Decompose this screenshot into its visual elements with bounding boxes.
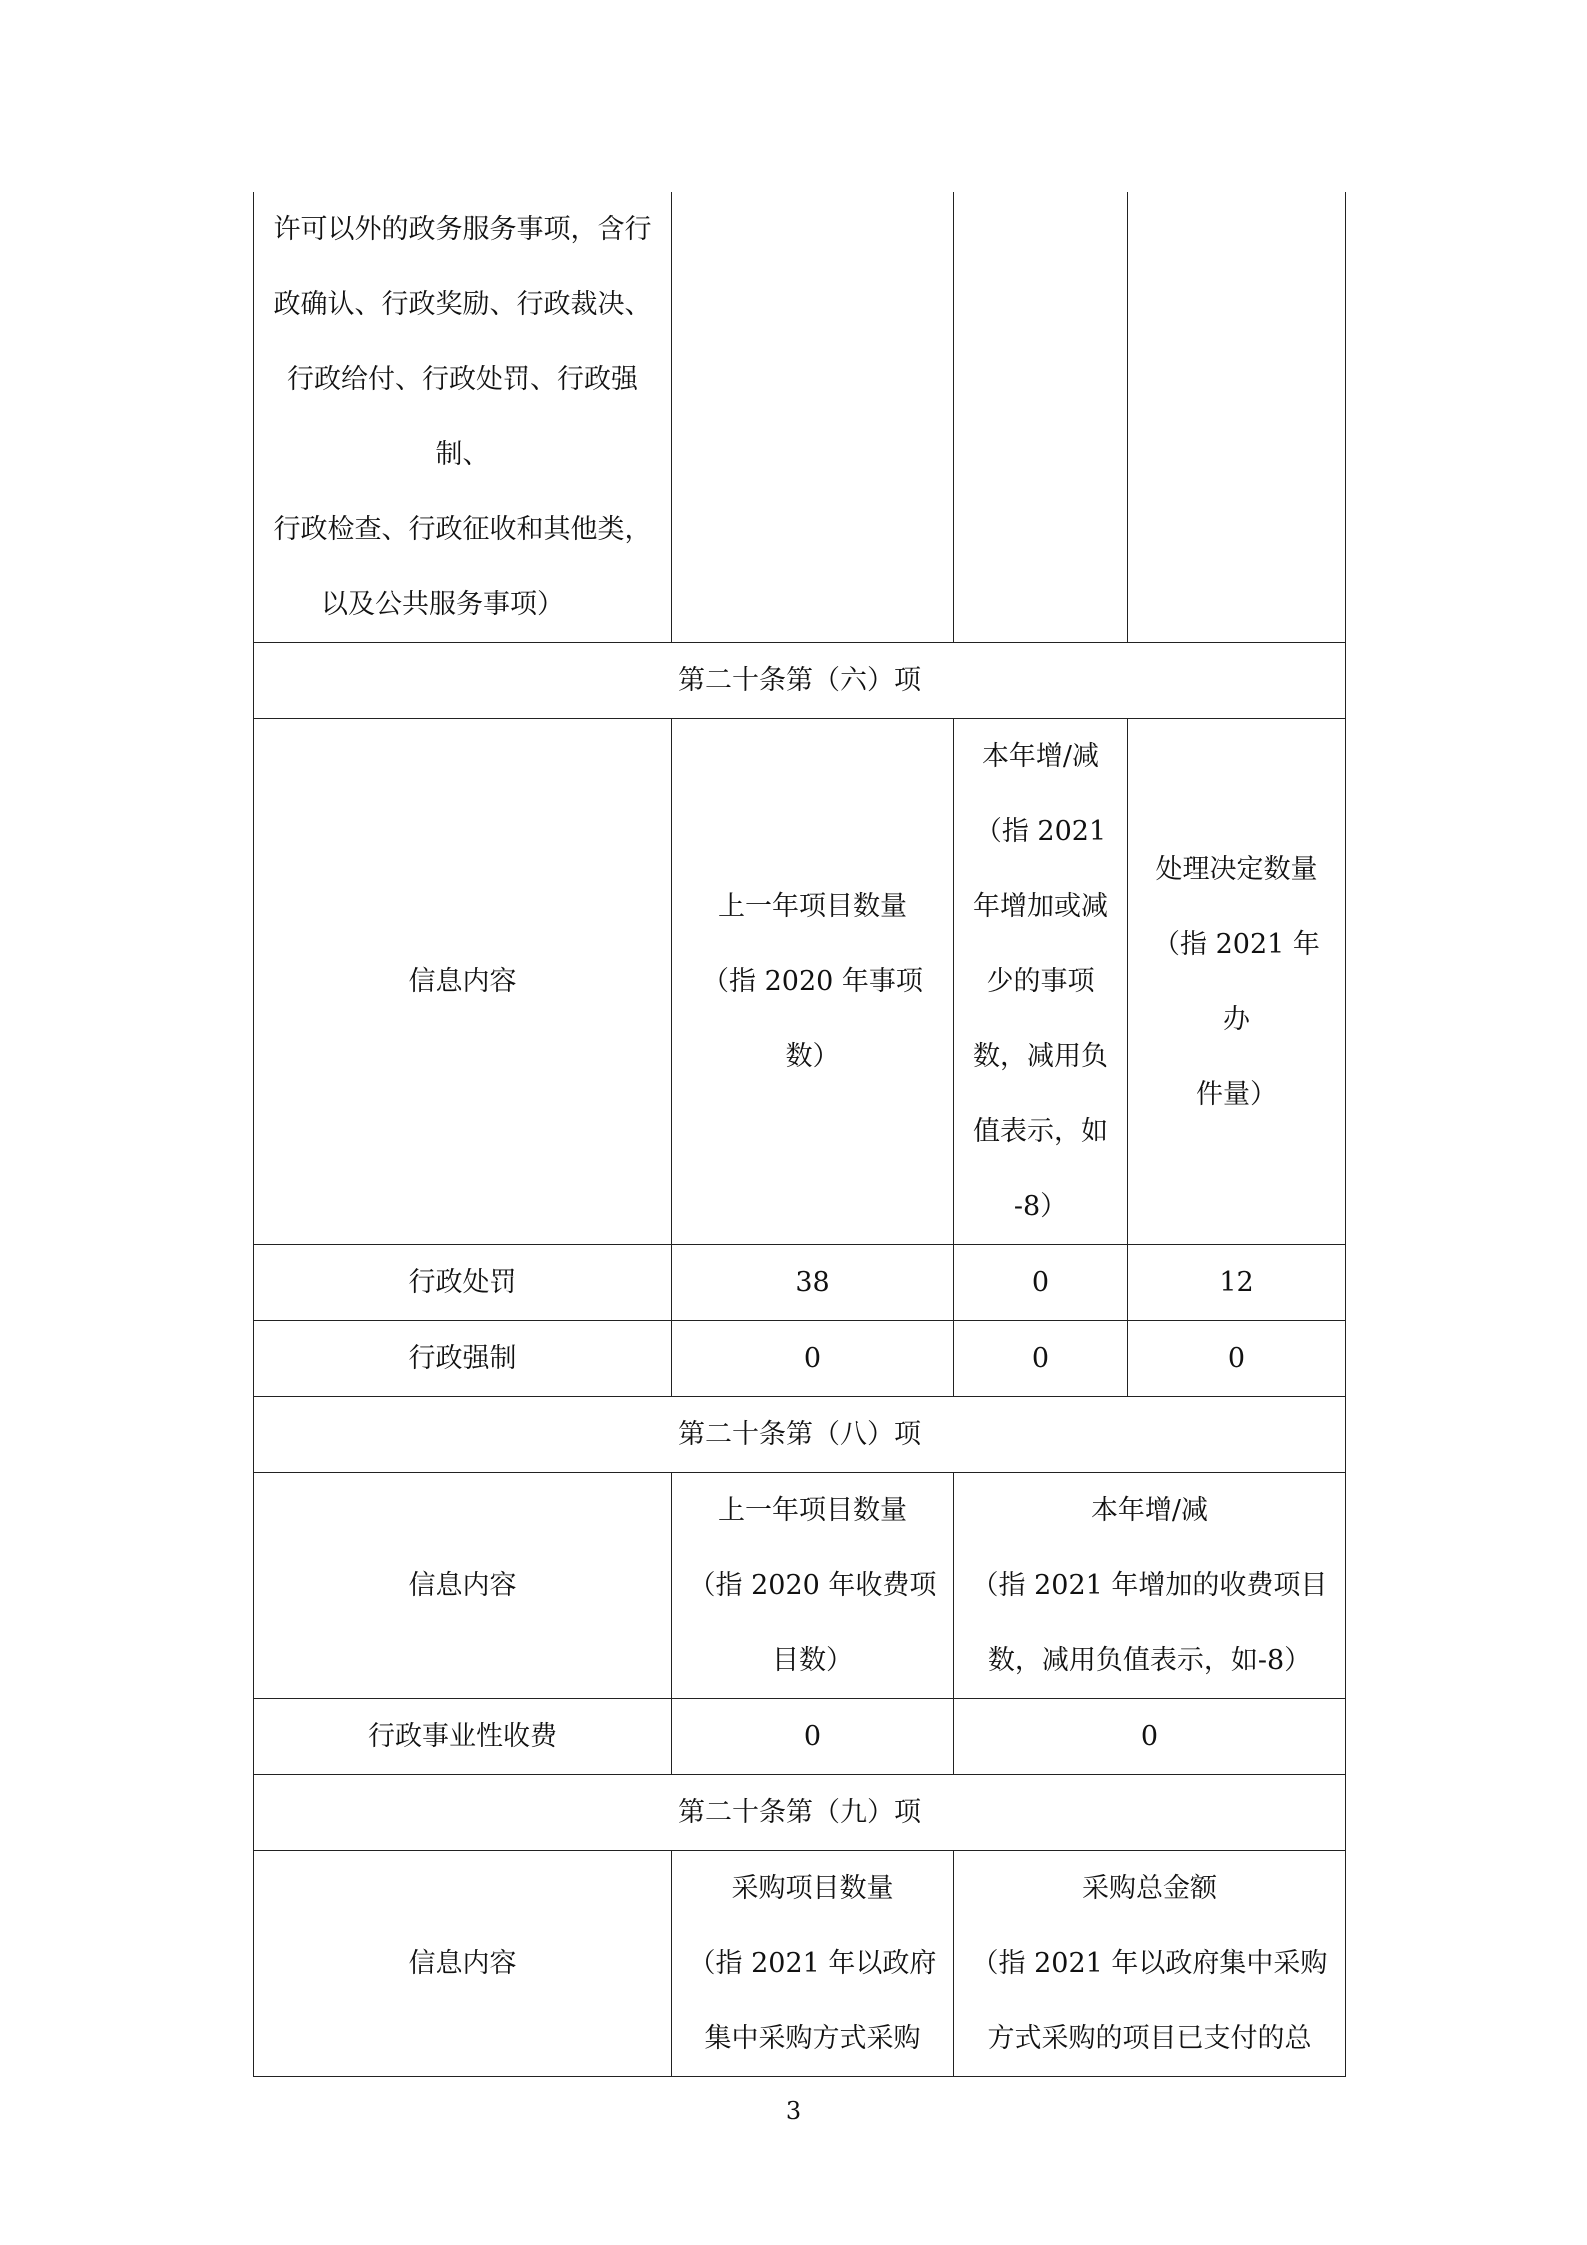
continued-content: 许可以外的政务服务事项，含行 政确认、行政奖励、行政裁决、 行政给付、行政处罚、行政强制、 行政检查、行政征收和其他类， 以及公共服务事项） <box>254 192 672 643</box>
section9-col-content: 信息内容 <box>254 1851 672 2077</box>
row-count: 12 <box>1128 1245 1346 1321</box>
section8-col-content: 信息内容 <box>254 1473 672 1699</box>
row-change: 0 <box>954 1699 1346 1775</box>
section9-col-count: 采购项目数量 （指 2021 年以政府 集中采购方式采购 <box>672 1851 954 2077</box>
section6-col-change: 本年增/减 （指 2021 年增加或减 少的事项 数，减用负 值表示，如 -8） <box>954 719 1128 1245</box>
row-change: 0 <box>954 1321 1128 1397</box>
continued-empty-cell <box>672 192 954 643</box>
continued-row <box>254 192 1346 643</box>
page-number: 3 <box>785 2097 802 2125</box>
section9-col-amount: 采购总金额 （指 2021 年以政府集中采购 方式采购的项目已支付的总 <box>954 1851 1346 2077</box>
row-change: 0 <box>954 1245 1128 1321</box>
section8-title-row <box>254 1397 1346 1473</box>
section8-title: 第二十条第（八）项 <box>254 1397 1346 1473</box>
table-row <box>254 1699 1346 1775</box>
row-prev: 38 <box>672 1245 954 1321</box>
section6-col-prev: 上一年项目数量 （指 2020 年事项数） <box>672 719 954 1245</box>
row-count: 0 <box>1128 1321 1346 1397</box>
continued-empty-cell <box>954 192 1128 643</box>
disclosure-table <box>253 192 1346 2077</box>
section6-title: 第二十条第（六）项 <box>254 643 1346 719</box>
section9-title-row <box>254 1775 1346 1851</box>
section9-title: 第二十条第（九）项 <box>254 1775 1346 1851</box>
row-label: 行政强制 <box>254 1321 672 1397</box>
row-prev: 0 <box>672 1321 954 1397</box>
section8-col-change: 本年增/减 （指 2021 年增加的收费项目 数，减用负值表示，如-8） <box>954 1473 1346 1699</box>
row-label: 行政事业性收费 <box>254 1699 672 1775</box>
section8-col-prev: 上一年项目数量 （指 2020 年收费项 目数） <box>672 1473 954 1699</box>
section6-col-content: 信息内容 <box>254 719 672 1245</box>
row-prev: 0 <box>672 1699 954 1775</box>
section8-header-row <box>254 1473 1346 1699</box>
table-row <box>254 1245 1346 1321</box>
table-row <box>254 1321 1346 1397</box>
section6-title-row <box>254 643 1346 719</box>
section9-header-row <box>254 1851 1346 2077</box>
continued-empty-cell <box>1128 192 1346 643</box>
section6-col-count: 处理决定数量 （指 2021 年办 件量） <box>1128 719 1346 1245</box>
row-label: 行政处罚 <box>254 1245 672 1321</box>
section6-header-row <box>254 719 1346 1245</box>
